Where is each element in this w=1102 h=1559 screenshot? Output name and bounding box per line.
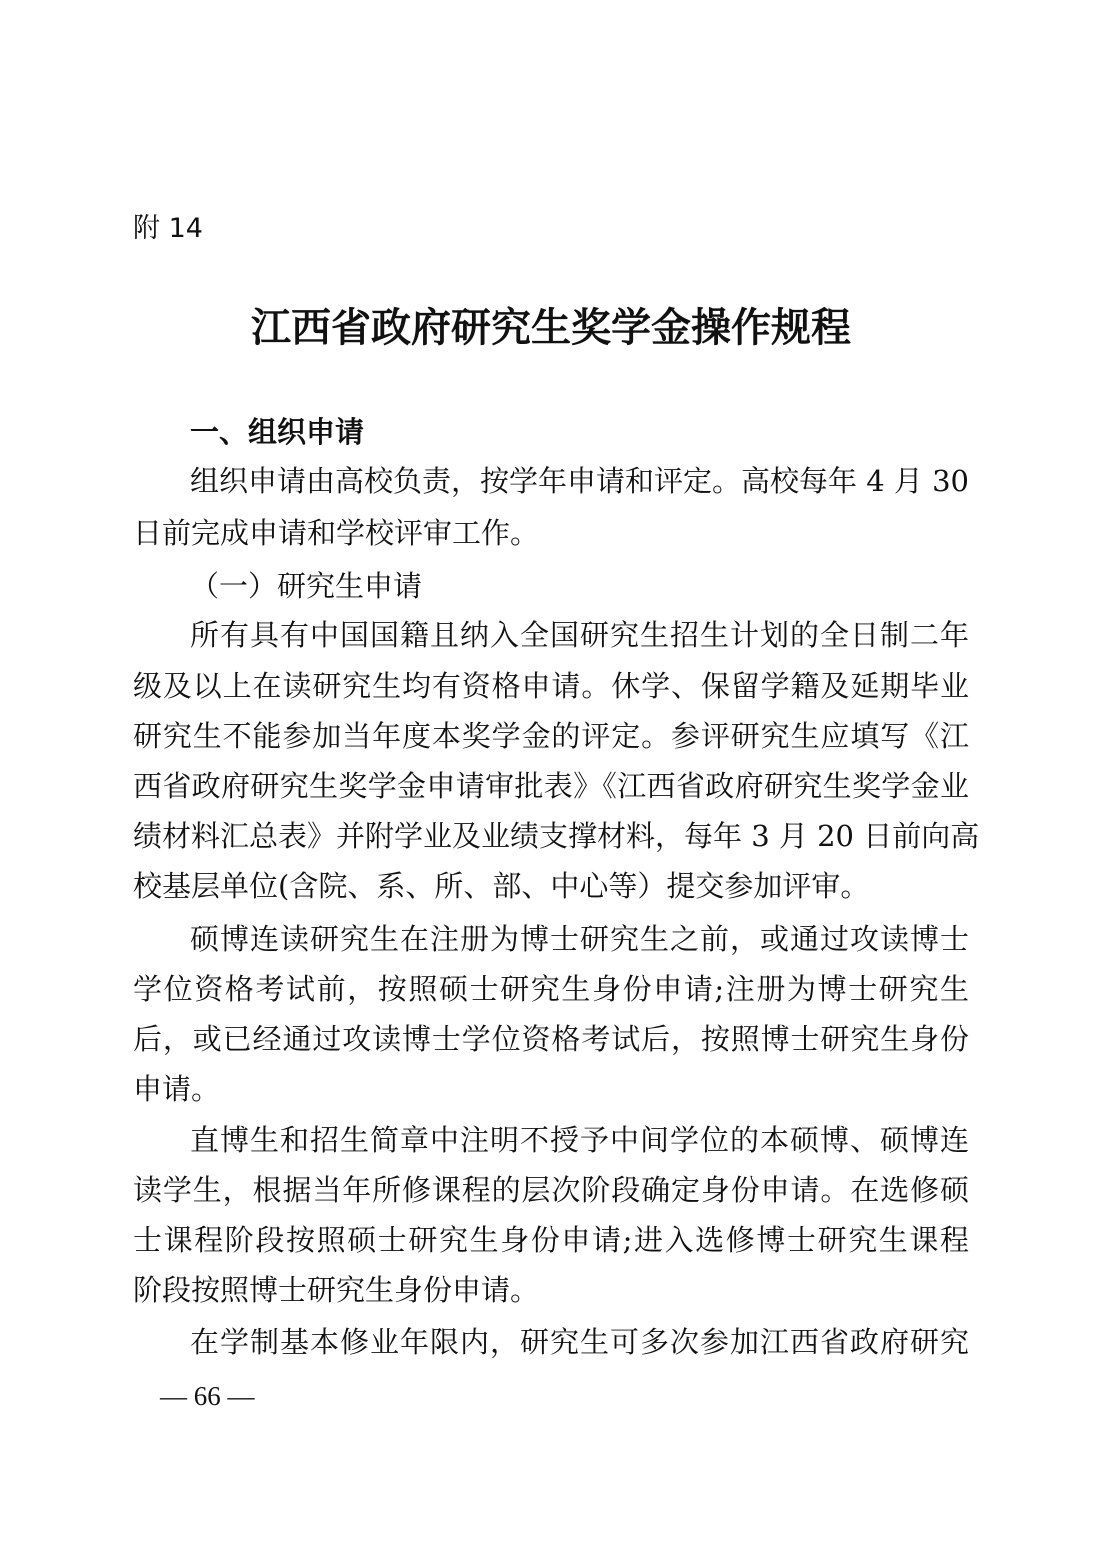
paragraph-line: 组织申请由高校负责，按学年申请和评定。高校每年 4 月 30: [190, 464, 970, 498]
paragraph-line: 直博生和招生简章中注明不授予中间学位的本硕博、硕博连: [190, 1123, 969, 1157]
paragraph-line: 校基层单位(含院、系、所、部、中心等）提交参加评审。: [133, 869, 870, 903]
paragraph-line: 申请。: [133, 1072, 221, 1106]
paragraph-line: 阶段按照博士研究生身份申请。: [133, 1273, 540, 1307]
paragraph-line: 级及以上在读研究生均有资格申请。休学、保留学籍及延期毕业: [133, 669, 969, 703]
paragraph-line: 读学生，根据当年所修课程的层次阶段确定身份申请。在选修硕: [133, 1173, 969, 1207]
paragraph-line: 硕博连读研究生在注册为博士研究生之前，或通过攻读博士: [190, 922, 969, 956]
paragraph-line: 后，或已经通过攻读博士学位资格考试后，按照博士研究生身份: [133, 1022, 969, 1056]
paragraph-line: 所有具有中国国籍且纳入全国研究生招生计划的全日制二年: [190, 618, 969, 652]
document-title: 江西省政府研究生奖学金操作规程: [251, 304, 851, 351]
paragraph-line: 研究生不能参加当年度本奖学金的评定。参评研究生应填写《江: [133, 719, 969, 753]
paragraph-line: 在学制基本修业年限内，研究生可多次参加江西省政府研究: [190, 1325, 969, 1359]
paragraph-line: 日前完成申请和学校评审工作。: [133, 516, 540, 550]
page-number: — 66 —: [160, 1381, 255, 1411]
paragraph-line: 士课程阶段按照硕士研究生身份申请;进入选修博士研究生课程: [133, 1223, 969, 1257]
paragraph-line: 绩材料汇总表》并附学业及业绩支撑材料，每年 3 月 20 日前向高: [133, 819, 980, 853]
paragraph-line: 西省政府研究生奖学金申请审批表》《江西省政府研究生奖学金业: [133, 769, 969, 803]
section-heading: 一、组织申请: [190, 415, 365, 449]
attachment-label: 附 14: [133, 213, 203, 244]
paragraph-line: 学位资格考试前，按照硕士研究生身份申请;注册为博士研究生: [133, 972, 969, 1006]
subsection-heading: （一）研究生申请: [190, 569, 423, 603]
